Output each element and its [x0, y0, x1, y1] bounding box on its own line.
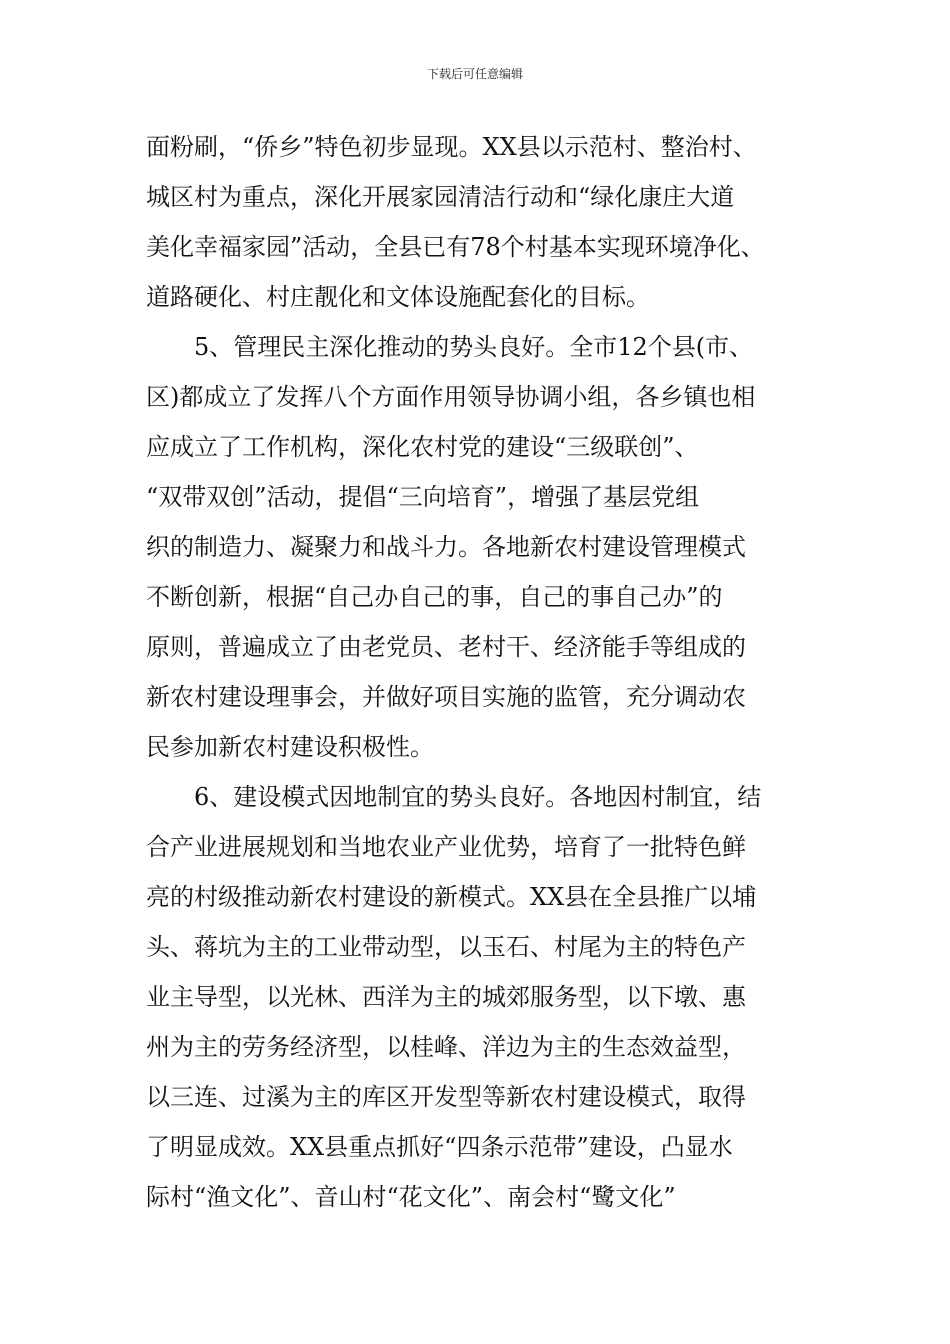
text-line: 新农村建设理事会，并做好项目实施的监管，充分调动农: [146, 683, 746, 711]
text-line: 业主导型，以光林、西洋为主的城郊服务型，以下墩、惠: [146, 983, 746, 1011]
text-line: “双带双创”活动，提倡“三向培育”，增强了基层党组: [146, 483, 700, 511]
text-line: 道路硬化、村庄靓化和文体设施配套化的目标。: [146, 283, 650, 311]
text-line: 区)都成立了发挥八个方面作用领导协调小组，各乡镇也相: [146, 383, 756, 411]
text-line: 6、建设模式因地制宜的势头良好。各地因村制宜，结: [146, 783, 762, 811]
text-line: 了明显成效。XX县重点抓好“四条示范带”建设，凸显水: [146, 1133, 733, 1161]
text-line: 织的制造力、凝聚力和战斗力。各地新农村建设管理模式: [146, 533, 746, 561]
text-line: 头、蒋坑为主的工业带动型，以玉石、村尾为主的特色产: [146, 933, 746, 961]
text-line: 5、管理民主深化推动的势头良好。全市12个县(市、: [146, 333, 754, 361]
text-line: 美化幸福家园”活动，全县已有78个村基本实现环境净化、: [146, 233, 765, 261]
text-line: 以三连、过溪为主的库区开发型等新农村建设模式，取得: [146, 1083, 746, 1111]
text-line: 应成立了工作机构，深化农村党的建设“三级联创”、: [146, 433, 699, 461]
document-body: [146, 122, 836, 1222]
text-line: 州为主的劳务经济型，以桂峰、洋边为主的生态效益型，: [146, 1033, 746, 1061]
page-header: 下载后可任意编辑: [426, 67, 523, 81]
text-line: 亮的村级推动新农村建设的新模式。XX县在全县推广以埔: [146, 883, 757, 911]
text-line: 不断创新，根据“自己办自己的事，自己的事自己办”的: [146, 583, 723, 611]
text-line: 合产业进展规划和当地农业产业优势，培育了一批特色鲜: [146, 833, 746, 861]
text-line: 原则，普遍成立了由老党员、老村干、经济能手等组成的: [146, 633, 746, 661]
text-line: 城区村为重点，深化开展家园清洁行动和“绿化康庄大道: [146, 183, 735, 211]
text-line: 面粉刷，“侨乡”特色初步显现。XX县以示范村、整治村、: [146, 133, 757, 161]
text-line: 民参加新农村建设积极性。: [146, 733, 434, 761]
text-line: 际村“渔文化”、音山村“花文化”、南会村“鹭文化”: [146, 1183, 676, 1211]
